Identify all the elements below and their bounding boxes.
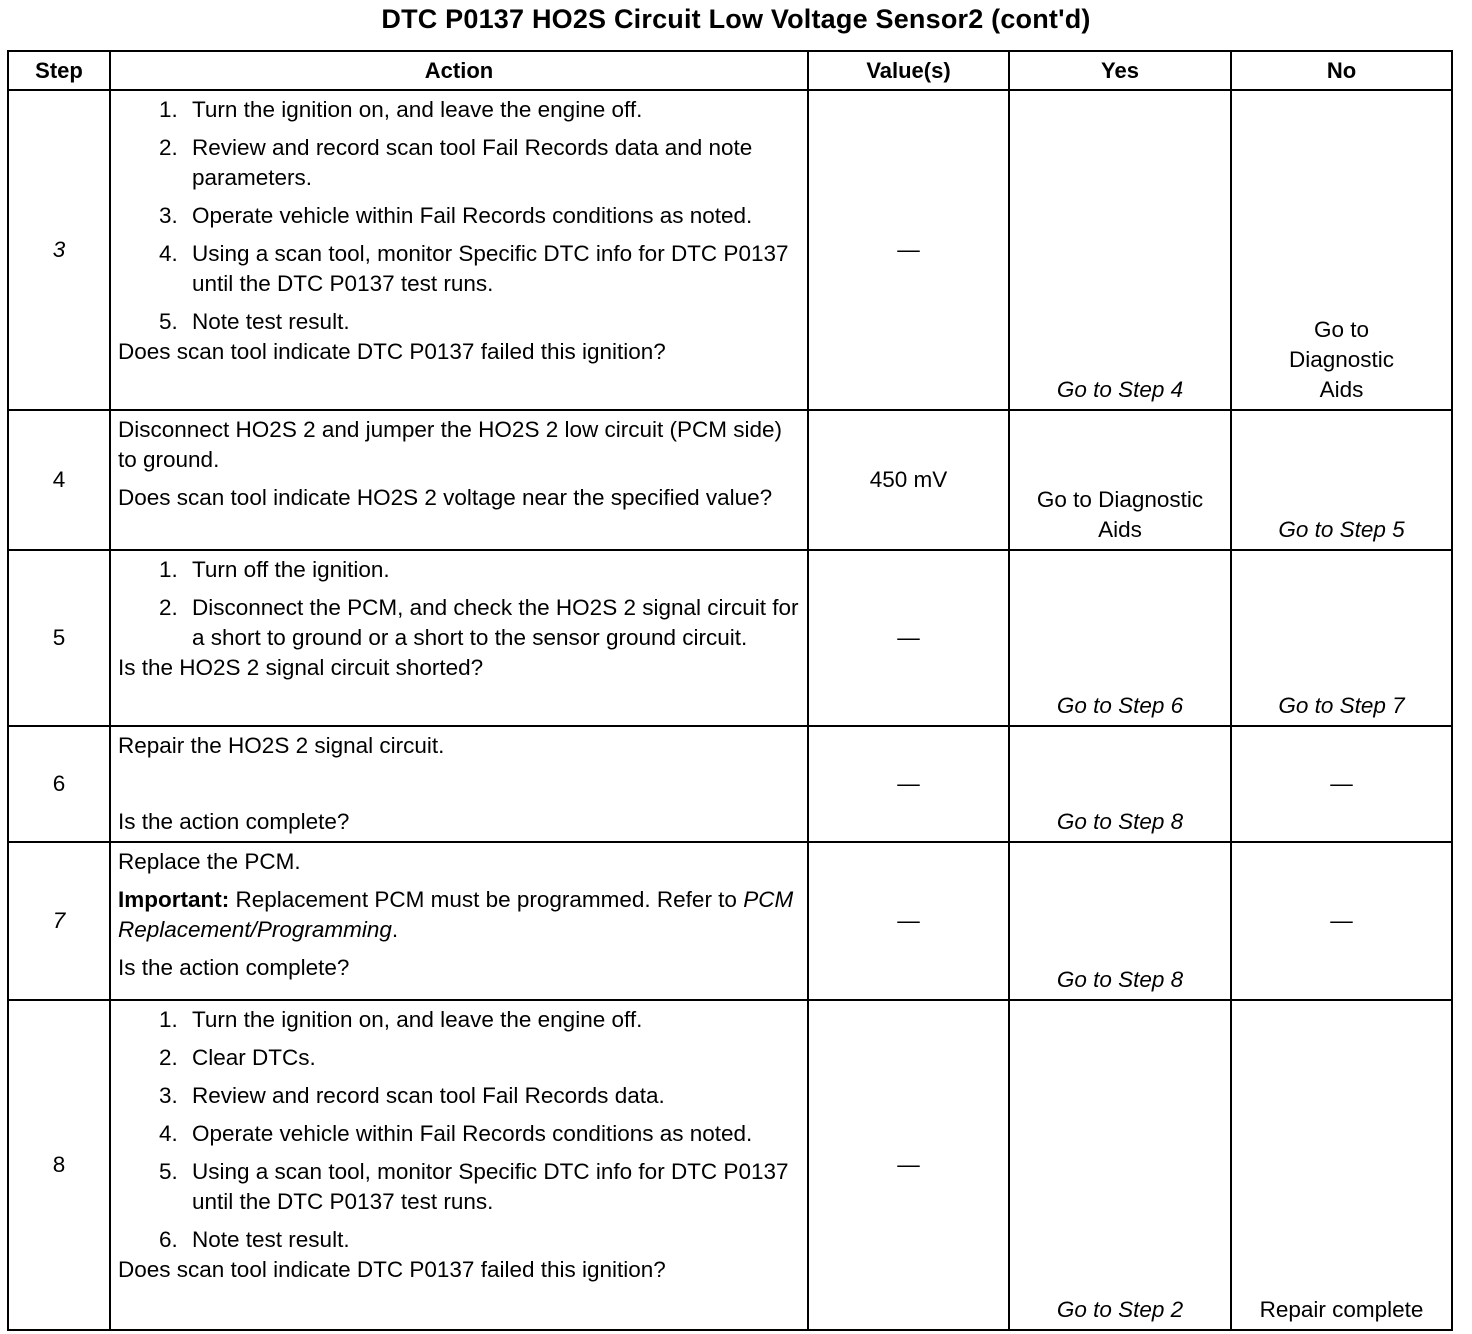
no-link: Repair complete xyxy=(1259,1297,1424,1322)
step-number: 4 xyxy=(8,410,110,550)
list-item: 1. Turn the ignition on, and leave the engine off. xyxy=(184,95,803,125)
value-cell: 450 mV xyxy=(808,410,1009,550)
list-item: 5. Note test result. xyxy=(184,307,803,337)
table-row xyxy=(8,410,1452,550)
action-question: Does scan tool indicate DTC P0137 failed this ignition? xyxy=(118,339,666,364)
page-title: DTC P0137 HO2S Circuit Low Voltage Sensor2 (cont'd) xyxy=(381,4,1091,34)
list-item: 1. Turn the ignition on, and leave the engine off. xyxy=(184,1005,803,1035)
list-item: 2. Clear DTCs. xyxy=(184,1043,803,1073)
no-link: Go to Step 5 xyxy=(1278,517,1405,542)
yes-cell xyxy=(1009,726,1231,842)
step-number: 6 xyxy=(8,726,110,842)
action-cell xyxy=(110,550,808,726)
action-question: Does scan tool indicate HO2S 2 voltage near the specified value? xyxy=(118,485,773,510)
action-question: Is the HO2S 2 signal circuit shorted? xyxy=(118,655,484,680)
table-row xyxy=(8,1000,1452,1330)
diagnostic-table xyxy=(7,50,1453,1331)
action-text: Disconnect HO2S 2 and jumper the HO2S 2 low circuit (PCM side) to ground. xyxy=(118,417,783,472)
list-item: 2. Disconnect the PCM, and check the HO2S 2 signal circuit for a short to ground or a short to the sensor ground circuit. xyxy=(184,593,803,653)
no-cell xyxy=(1231,550,1452,726)
action-question: Is the action complete? xyxy=(118,809,350,834)
action-cell xyxy=(110,90,808,410)
reference-link: PCM Replacement/Programming xyxy=(118,887,794,942)
action-list xyxy=(118,95,803,337)
step-number: 3 xyxy=(8,90,110,410)
important-end: . xyxy=(391,917,399,942)
header-action: Action xyxy=(110,51,808,90)
table-row xyxy=(8,90,1452,410)
no-cell xyxy=(1231,410,1452,550)
yes-link: Go to Step 4 xyxy=(1056,377,1184,402)
table-row xyxy=(8,550,1452,726)
header-yes: Yes xyxy=(1009,51,1231,90)
no-cell: — xyxy=(1231,842,1452,1000)
action-list xyxy=(118,555,803,653)
table-row xyxy=(8,726,1452,842)
no-cell xyxy=(1231,90,1452,410)
no-cell xyxy=(1231,1000,1452,1330)
yes-cell xyxy=(1009,90,1231,410)
header-step: Step xyxy=(8,51,110,90)
value-cell: — xyxy=(808,842,1009,1000)
value-cell: — xyxy=(808,1000,1009,1330)
no-cell: — xyxy=(1231,726,1452,842)
list-item: 6. Note test result. xyxy=(184,1225,803,1255)
yes-link: Go to Step 6 xyxy=(1056,693,1184,718)
yes-link: Go to Step 8 xyxy=(1056,809,1184,834)
action-text: Repair the HO2S 2 signal circuit. xyxy=(118,733,445,758)
value-cell: — xyxy=(808,726,1009,842)
list-item: 4. Operate vehicle within Fail Records conditions as noted. xyxy=(184,1119,803,1149)
action-question: Does scan tool indicate DTC P0137 failed this ignition? xyxy=(118,1257,666,1282)
list-item: 4. Using a scan tool, monitor Specific DTC info for DTC P0137 until the DTC P0137 test runs. xyxy=(184,239,803,299)
header-no: No xyxy=(1231,51,1452,90)
step-number: 8 xyxy=(8,1000,110,1330)
yes-link: Go to Diagnostic Aids xyxy=(1036,487,1204,542)
list-item: 3. Operate vehicle within Fail Records conditions as noted. xyxy=(184,201,803,231)
yes-cell xyxy=(1009,410,1231,550)
action-text: Replace the PCM. xyxy=(118,849,301,874)
value-cell: — xyxy=(808,550,1009,726)
important-note xyxy=(118,885,803,945)
action-cell xyxy=(110,1000,808,1330)
action-cell xyxy=(110,726,808,842)
action-cell xyxy=(110,410,808,550)
yes-cell xyxy=(1009,842,1231,1000)
no-link: Go to Step 7 xyxy=(1278,693,1405,718)
step-number: 7 xyxy=(8,842,110,1000)
yes-cell xyxy=(1009,550,1231,726)
action-question: Is the action complete? xyxy=(118,955,350,980)
value-cell: — xyxy=(808,90,1009,410)
yes-cell xyxy=(1009,1000,1231,1330)
table-row xyxy=(8,842,1452,1000)
header-values: Value(s) xyxy=(808,51,1009,90)
action-list xyxy=(118,1005,803,1255)
important-label: Important: xyxy=(118,887,230,912)
step-number: 5 xyxy=(8,550,110,726)
no-link: Go to Diagnostic Aids xyxy=(1288,317,1395,402)
important-text: Replacement PCM must be programmed. Refer to xyxy=(229,887,744,912)
list-item: 1. Turn off the ignition. xyxy=(184,555,803,585)
spacer xyxy=(118,769,803,807)
header-row xyxy=(8,51,1452,90)
list-item: 3. Review and record scan tool Fail Records data. xyxy=(184,1081,803,1111)
action-cell xyxy=(110,842,808,1000)
list-item: 2. Review and record scan tool Fail Records data and note parameters. xyxy=(184,133,803,193)
list-item: 5. Using a scan tool, monitor Specific DTC info for DTC P0137 until the DTC P0137 test runs. xyxy=(184,1157,803,1217)
yes-link: Go to Step 2 xyxy=(1056,1297,1184,1322)
yes-link: Go to Step 8 xyxy=(1056,967,1184,992)
